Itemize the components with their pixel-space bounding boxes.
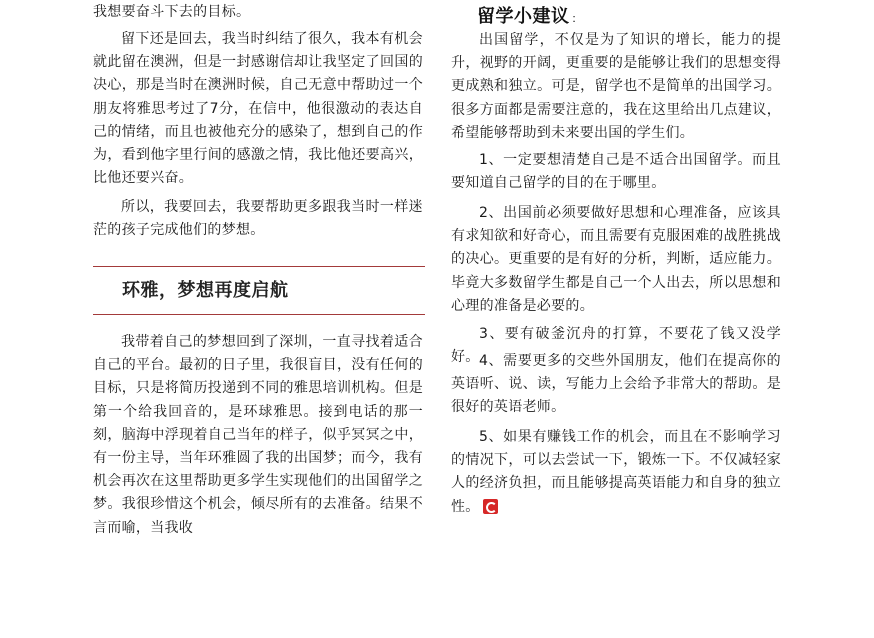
left-paragraph-1: 我想要奋斗下去的目标。 bbox=[93, 4, 251, 20]
left-paragraph-4: 我带着自己的梦想回到了深圳，一直寻找着适合自己的平台。最初的日子里，我很盲目，没有任何的目标，只是将简历投递到不同的雅思培训机构。但是第一个给我回音的，是环球雅思。接到电话的那一刻，脑海中浮现着自己当年的样子，似乎冥冥之中，有一份主导，当年环雅圆了我的出国梦；而今，我有机会再次在这里帮助更多学生实现他们的出国留学之梦。我很珍惜这个机会，倾尽所有的去准备。结果不言而喻，当我收 bbox=[93, 334, 423, 536]
section-title: 环雅，梦想再度启航 bbox=[122, 280, 289, 301]
advice-title-colon: ： bbox=[571, 12, 583, 25]
advice-title-text: 留学小建议 bbox=[477, 6, 570, 27]
advice-tip-5 bbox=[451, 426, 781, 519]
left-paragraph-3: 所以，我要回去，我要帮助更多跟我当时一样迷茫的孩子完成他们的梦想。 bbox=[93, 199, 423, 239]
advice-tip-1: 1、一定要想清楚自己是不适合出国留学。而且要知道自己留学的目的在于哪里。 bbox=[451, 152, 781, 192]
brand-logo-icon bbox=[483, 499, 498, 514]
left-paragraph-2: 留下还是回去，我当时纠结了很久，我本有机会就此留在澳洲，但是一封感谢信却让我坚定了回国的决心，那是当时在澳洲时候，自己无意中帮助过一个朋友将雅思考过了7分，在信中，他很激动的表达自己的情绪，而且也被他充分的感染了，想到自己的作为，看到他字里行间的感激之情，我比他还要高兴，比他还要兴奋。 bbox=[93, 31, 423, 187]
advice-tip-4: 4、需要更多的交些外国朋友，他们在提高你的英语听、说、读，写能力上会给予非常大的帮助。是很好的英语老师。 bbox=[451, 353, 781, 416]
right-column bbox=[451, 0, 781, 638]
advice-tip-5-text: 5、如果有赚钱工作的机会，而且在不影响学习的情况下，可以去尝试一下，锻炼一下。不仅减轻家人的经济负担，而且能够提高英语能力和自身的独立性。 bbox=[451, 429, 781, 515]
advice-tip-3: 3、要有破釜沉舟的打算，不要花了钱又没学好。 bbox=[451, 326, 781, 366]
advice-intro: 出国留学，不仅是为了知识的增长，能力的提升，视野的开阔，更重要的是能够让我们的思想变得更成熟和独立。可是，留学也不是简单的出国学习。很多方面都是需要注意的，我在这里给出几点建议，希望能够帮助到未来要出国的学生们。 bbox=[451, 32, 781, 141]
advice-tip-2: 2、出国前必须要做好思想和心理准备，应该具有求知欲和好奇心，而且需要有克服困难的战胜挑战的决心。更重要的是有好的分析，判断，适应能力。毕竟大多数留学生都是自己一个人出去，所以思想和心理的准备是必要的。 bbox=[451, 205, 781, 314]
left-column bbox=[93, 0, 423, 638]
section-header bbox=[93, 266, 425, 315]
